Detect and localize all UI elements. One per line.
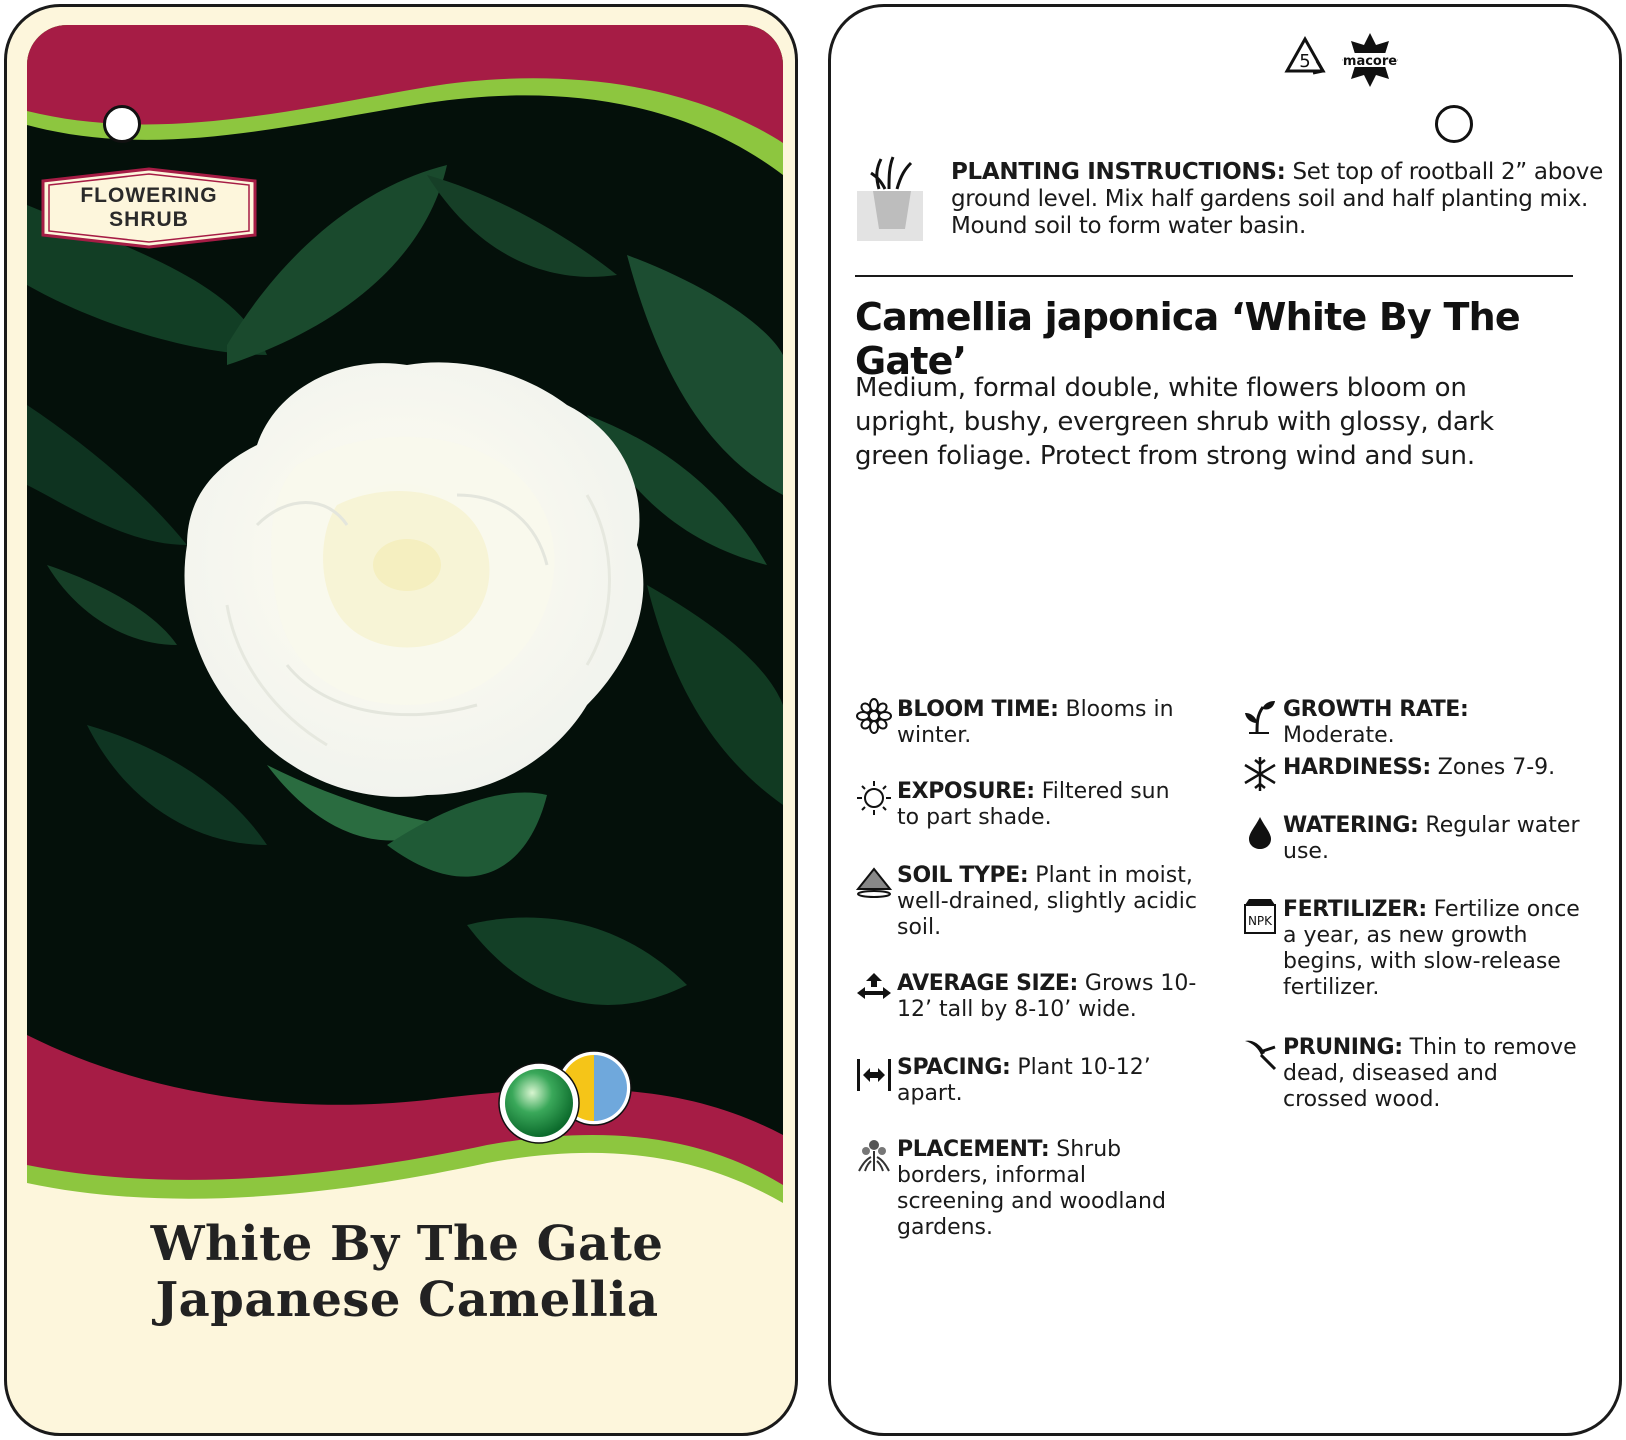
attr-text (897, 971, 1197, 1023)
divider (855, 275, 1573, 277)
attr-text (897, 779, 1197, 831)
badge-line2: SHRUB (109, 208, 189, 231)
attr-value: Plant in moist, well-drained, slightly acidic soil. (897, 863, 1197, 940)
attr-label: SPACING: (897, 1055, 1011, 1080)
attr-value: Plant 10-12’ apart. (897, 1055, 1151, 1106)
attr-label: SOIL TYPE: (897, 863, 1029, 888)
attr-value: Blooms in winter. (897, 697, 1174, 748)
attr-label: AVERAGE SIZE: (897, 971, 1078, 996)
npk-label: NPK (1247, 914, 1273, 928)
sun-icon (855, 779, 893, 817)
planting-text: Set top of rootball 2” above ground level. Mix half gardens soil and half planting mix. Mound soil to form water basin. (951, 159, 1603, 239)
attr-value: Shrub borders, informal screening and woodland gardens. (897, 1137, 1166, 1240)
pot-icon (855, 153, 929, 243)
attr-text (897, 1137, 1197, 1241)
attr-text (897, 1055, 1197, 1107)
snowflake-icon (1241, 755, 1279, 793)
attr-label: PLACEMENT: (897, 1137, 1050, 1162)
npk-icon (1241, 897, 1279, 935)
soil-icon (855, 863, 893, 901)
placement-icon (855, 1137, 893, 1175)
recycle-number: 5 (1299, 51, 1311, 72)
hang-hole (1435, 105, 1473, 143)
front-tag (4, 4, 798, 1436)
attr-value: Grows 10-12’ tall by 8-10’ wide. (897, 971, 1197, 1022)
attr-text (1283, 1035, 1583, 1113)
attr-text (897, 863, 1197, 941)
attr-value: Filtered sun to part shade. (897, 779, 1170, 830)
attr-text (897, 697, 1197, 749)
attr-text (1283, 755, 1583, 781)
attr-text (1283, 813, 1583, 865)
badge-text (37, 167, 261, 249)
attr-label: PRUNING: (1283, 1035, 1403, 1060)
water-drop-icon (1241, 813, 1279, 851)
attr-value: Moderate. (1283, 723, 1395, 748)
attr-value: Fertilize once a year, as new growth begins, with slow-release fertilizer. (1283, 897, 1580, 1000)
attr-label: HARDINESS: (1283, 755, 1431, 780)
attr-label: FERTILIZER: (1283, 897, 1427, 922)
common-name-line1: White By The Gate (150, 1216, 664, 1272)
attr-value: Thin to remove dead, diseased and crossed wood. (1283, 1035, 1577, 1112)
common-name-line2: Japanese Camellia (155, 1272, 659, 1328)
size-icon (855, 971, 893, 1009)
back-tag (828, 4, 1622, 1436)
category-badge (37, 167, 261, 249)
plant-description: Medium, formal double, white flowers bloom on upright, bushy, evergreen shrub with glossy, dark green foliage. Protect from strong wind and sun. (855, 373, 1494, 471)
attr-text (1283, 897, 1583, 1001)
spacing-icon (855, 1055, 893, 1093)
attr-label: BLOOM TIME: (897, 697, 1059, 722)
attr-value: Regular water use. (1283, 813, 1580, 864)
macore-logo-icon (1335, 31, 1405, 91)
attr-value: Zones 7-9. (1430, 755, 1556, 780)
botanical-name: Camellia japonica ‘White By The Gate’ (855, 295, 1520, 383)
recycle-icon (1279, 35, 1331, 85)
brand-mark-text: macore (1342, 54, 1398, 69)
attr-label: EXPOSURE: (897, 779, 1035, 804)
badge-line1: FLOWERING (80, 184, 218, 207)
hang-hole (103, 105, 141, 143)
pruner-icon (1241, 1035, 1279, 1073)
attr-label: GROWTH RATE: (1283, 697, 1469, 722)
sprout-icon (1241, 697, 1279, 735)
planting-instructions (951, 159, 1611, 240)
flower-icon (855, 697, 893, 735)
attr-label: WATERING: (1283, 813, 1419, 838)
attr-text (1283, 697, 1583, 749)
recycle-and-brand (1279, 31, 1409, 91)
planting-label: PLANTING INSTRUCTIONS: (951, 159, 1286, 185)
